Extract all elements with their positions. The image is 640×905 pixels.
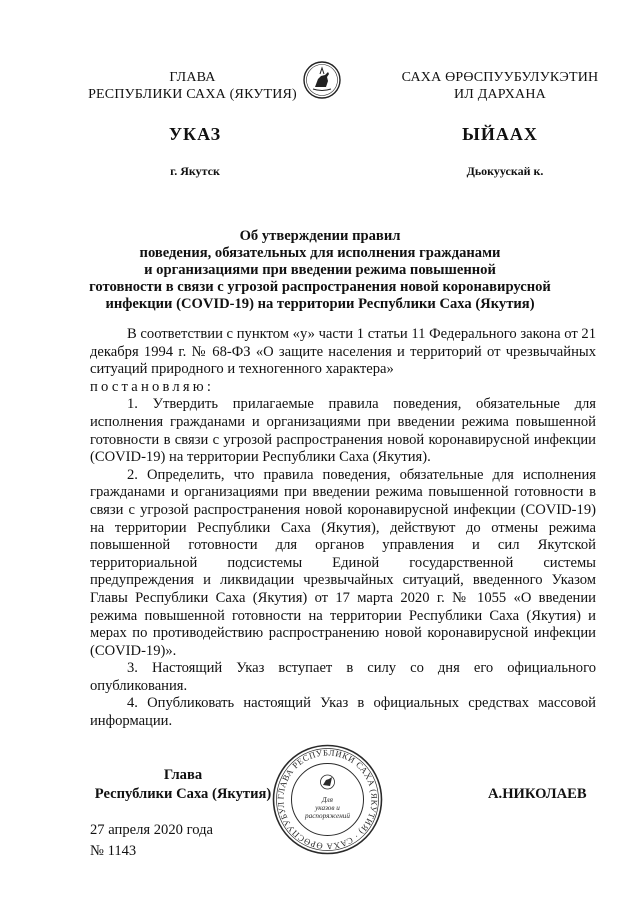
doc-type-left: УКАЗ: [168, 124, 222, 144]
header-left-line2: РЕСПУБЛИКИ САХА (ЯКУТИЯ): [88, 87, 297, 102]
body-intro: В соответствии с пунктом «у» части 1 статьи 11 Федерального закона от 21 декабря 1994 г. № 68-ФЗ «О защите населения и территорий от чрезвычайных ситуаций природного и техногенного характера»: [90, 326, 596, 378]
signatory-title-line1: Глава: [163, 767, 203, 783]
document-title: [90, 228, 550, 313]
title-line: поведения, обязательных для исполнения гражданами: [139, 245, 501, 261]
body-item-3: 3. Настоящий Указ вступает в силу со дня его официального опубликования.: [90, 660, 596, 694]
document-number: № 1143: [90, 843, 137, 859]
doc-type-right: ЫЙААХ: [462, 124, 538, 144]
seal-inner-line2: указов и: [315, 804, 340, 812]
document-date: 27 апреля 2020 года: [90, 822, 213, 838]
title-line: готовности в связи с угрозой распространения новой коронавирусной: [89, 279, 551, 295]
header-left-block: [88, 69, 297, 103]
coat-of-arms-icon: [302, 60, 342, 100]
body-item-1: 1. Утвердить прилагаемые правила поведения, обязательные для исполнения гражданами и организациями при введении режима повышенной готовности в связи с угрозой распространения новой коронавирусной инфекции (COVID-19) на территории Республики Саха (Якутия).: [90, 396, 596, 466]
document-body: [90, 326, 596, 731]
title-line: Об утверждении правил: [239, 228, 401, 244]
body-item-4: 4. Опубликовать настоящий Указ в официальных средствах массовой информации.: [90, 695, 596, 730]
header-right-line1: САХА ӨРӨСПУУБУЛУКЭТИН: [401, 70, 599, 85]
city-left: г. Якутск: [170, 164, 220, 178]
body-item-2: 2. Определить, что правила поведения, обязательные для исполнения гражданами и организациями при введении режима повышенной готовности в связи с угрозой распространения новой коронавирусной инфекции (COVID-19) на территории Республики Саха (Якутия), действуют до отмены режима повышенной готовности для органов управления и сил Якутской территориальной подсистемы Единой государственной системы предупреждения и ликвидации чрезвычайных ситуаций, введенного Указом Главы Республики Саха (Якутия) от 17 марта 2020 г. № 1055 «О введении режима повышенной готовности на территории Республики Саха (Якутия) и мерах по противодействию распространению новой коронавирусной инфекции (COVID-19)».: [90, 466, 596, 659]
header-right-line2: ИЛ ДАРХАНА: [453, 87, 546, 102]
seal-inner-line3: распоряжений: [305, 812, 350, 820]
title-line: инфекции (COVID-19) на территории Республики Саха (Якутия): [105, 296, 535, 312]
seal-outer-text: ГЛАВА РЕСПУБЛИКИ САХА (ЯКУТИЯ) · САХА ӨРӨСПУУБУЛ: [275, 747, 380, 852]
signatory-title-line2: Республики Саха (Якутия): [94, 786, 272, 802]
header-right-block: [395, 69, 605, 103]
city-right: Дьокуускай к.: [466, 164, 544, 178]
title-line: и организациями при введении режима повышенной: [144, 262, 496, 278]
seal-emblem-icon: [321, 775, 335, 789]
seal-inner-line1: Для: [321, 796, 334, 804]
signatory-title: [88, 766, 278, 804]
decree-word: постановляю:: [90, 378, 215, 395]
signatory-name: А.НИКОЛАЕВ: [488, 786, 587, 802]
official-seal: [270, 742, 385, 857]
header-left-line1: ГЛАВА: [169, 70, 216, 85]
